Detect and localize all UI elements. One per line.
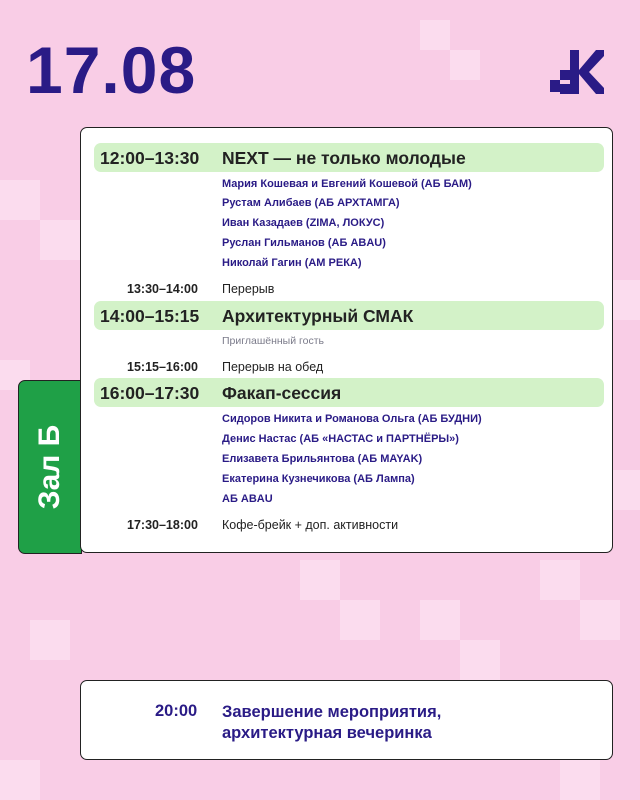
session-time: 12:00–13:30 [100, 148, 200, 168]
speaker: Руслан Гильманов (АБ ABAU) [222, 237, 386, 249]
speaker: Николай Гагин (АМ РЕКА) [222, 257, 362, 269]
schedule-card [80, 127, 613, 553]
break-time: 17:30–18:00 [127, 518, 198, 532]
break-label: Кофе-брейк + доп. активности [222, 518, 399, 532]
event-date: 17.08 [26, 33, 197, 107]
speaker: Сидоров Никита и Романова Ольга (АБ БУДНИ) [222, 413, 482, 425]
break-label: Перерыв на обед [222, 360, 324, 374]
speaker: Елизавета Брильянтова (АБ MAYAK) [222, 453, 423, 465]
closing-title-line1: Завершение мероприятия, [222, 703, 442, 721]
break-label: Перерыв [222, 282, 275, 296]
session-time: 16:00–17:30 [100, 383, 200, 403]
break-time: 15:15–16:00 [127, 360, 198, 374]
break-time: 13:30–14:00 [127, 282, 198, 296]
speaker: Мария Кошевая и Евгений Кошевой (АБ БАМ) [222, 178, 472, 190]
session-time: 14:00–15:15 [100, 306, 200, 326]
speaker: Иван Казадаев (ZIMA, ЛОКУС) [222, 217, 385, 229]
hall-label: Зал Б [33, 424, 66, 510]
closing-title [222, 702, 441, 744]
speaker: Рустам Алибаев (АБ АРХТАМГА) [222, 197, 400, 209]
session-title: Факап-сессия [222, 383, 342, 403]
session-title: NEXT — не только молодые [222, 148, 466, 168]
speaker: АБ ABAU [222, 493, 273, 505]
speaker: Екатерина Кузнечикова (АБ Лампа) [222, 473, 415, 485]
session-title: Архитектурный СМАК [222, 306, 414, 326]
closing-title-line2: архитектурная вечеринка [222, 724, 432, 742]
k-logo-icon [548, 48, 604, 96]
speaker: Денис Настас (АБ «НАСТАС и ПАРТНЁРЫ») [222, 433, 459, 445]
guest-label: Приглашённый гость [222, 335, 324, 347]
closing-time: 20:00 [155, 702, 198, 720]
